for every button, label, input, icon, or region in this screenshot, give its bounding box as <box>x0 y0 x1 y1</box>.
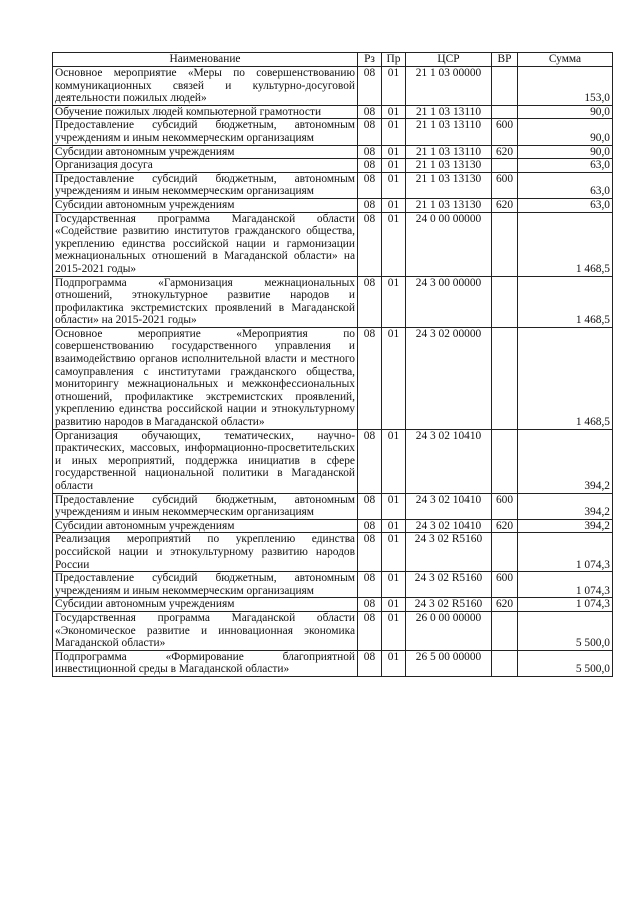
cell-name: Субсидии автономным учреждениям <box>53 198 358 212</box>
table-row <box>53 572 613 598</box>
cell-sum: 394,2 <box>518 493 613 519</box>
cell-csr: 24 3 02 R5160 <box>406 572 492 598</box>
cell-rz: 08 <box>358 533 382 572</box>
header-row <box>53 53 613 67</box>
cell-csr: 24 3 02 R5160 <box>406 598 492 612</box>
table-row <box>53 598 613 612</box>
cell-vr: 620 <box>492 198 518 212</box>
header-csr: ЦСР <box>406 53 492 67</box>
cell-rz: 08 <box>358 212 382 276</box>
cell-name: Предоставление субсидий бюджетным, автономным учреждениям и иным некоммерческим организациям <box>53 119 358 145</box>
cell-csr: 24 3 02 10410 <box>406 429 492 493</box>
cell-vr <box>492 611 518 650</box>
cell-pr: 01 <box>382 105 406 119</box>
table-row <box>53 119 613 145</box>
header-sum: Сумма <box>518 53 613 67</box>
table-row <box>53 159 613 173</box>
cell-name: Основное мероприятие «Меры по совершенствованию коммуникационных связей и культурно-досуговой деятельности пожилых людей» <box>53 67 358 106</box>
cell-vr <box>492 159 518 173</box>
cell-csr: 21 1 03 13130 <box>406 198 492 212</box>
table-row <box>53 276 613 327</box>
cell-pr: 01 <box>382 276 406 327</box>
table-row <box>53 493 613 519</box>
cell-name: Подпрограмма «Гармонизация межнациональных отношений, этнокультурное развитие народов и профилактика экстремистских проявлений в Магаданской области» на 2015-2021 годы» <box>53 276 358 327</box>
cell-name: Предоставление субсидий бюджетным, автономным учреждениям и иным некоммерческим организациям <box>53 572 358 598</box>
cell-pr: 01 <box>382 533 406 572</box>
cell-pr: 01 <box>382 650 406 676</box>
cell-name: Субсидии автономным учреждениям <box>53 145 358 159</box>
cell-vr <box>492 533 518 572</box>
cell-vr <box>492 212 518 276</box>
table-row <box>53 650 613 676</box>
cell-pr: 01 <box>382 159 406 173</box>
table-row <box>53 198 613 212</box>
cell-csr: 21 1 03 13130 <box>406 172 492 198</box>
table-row <box>53 611 613 650</box>
cell-csr: 21 1 03 00000 <box>406 67 492 106</box>
cell-pr: 01 <box>382 611 406 650</box>
cell-pr: 01 <box>382 172 406 198</box>
cell-csr: 21 1 03 13110 <box>406 119 492 145</box>
cell-vr <box>492 327 518 429</box>
cell-csr: 24 3 02 10410 <box>406 493 492 519</box>
cell-vr: 620 <box>492 598 518 612</box>
cell-rz: 08 <box>358 276 382 327</box>
cell-name: Субсидии автономным учреждениям <box>53 519 358 533</box>
cell-sum: 63,0 <box>518 159 613 173</box>
cell-sum: 394,2 <box>518 519 613 533</box>
cell-name: Предоставление субсидий бюджетным, автономным учреждениям и иным некоммерческим организациям <box>53 493 358 519</box>
cell-csr: 24 3 02 00000 <box>406 327 492 429</box>
cell-rz: 08 <box>358 650 382 676</box>
cell-rz: 08 <box>358 172 382 198</box>
cell-sum: 63,0 <box>518 172 613 198</box>
budget-table <box>52 52 613 677</box>
cell-sum: 1 468,5 <box>518 276 613 327</box>
cell-pr: 01 <box>382 429 406 493</box>
cell-pr: 01 <box>382 119 406 145</box>
cell-rz: 08 <box>358 611 382 650</box>
cell-pr: 01 <box>382 67 406 106</box>
cell-sum: 153,0 <box>518 67 613 106</box>
cell-pr: 01 <box>382 198 406 212</box>
cell-name: Организация досуга <box>53 159 358 173</box>
table-row <box>53 533 613 572</box>
cell-rz: 08 <box>358 159 382 173</box>
cell-csr: 21 1 03 13130 <box>406 159 492 173</box>
cell-vr <box>492 276 518 327</box>
cell-sum: 1 468,5 <box>518 327 613 429</box>
cell-name: Предоставление субсидий бюджетным, автономным учреждениям и иным некоммерческим организациям <box>53 172 358 198</box>
cell-rz: 08 <box>358 119 382 145</box>
table-row <box>53 67 613 106</box>
cell-pr: 01 <box>382 327 406 429</box>
cell-csr: 24 3 00 00000 <box>406 276 492 327</box>
cell-name: Подпрограмма «Формирование благоприятной инвестиционной среды в Магаданской области» <box>53 650 358 676</box>
cell-sum: 1 074,3 <box>518 572 613 598</box>
cell-pr: 01 <box>382 145 406 159</box>
table-row <box>53 212 613 276</box>
cell-csr: 21 1 03 13110 <box>406 105 492 119</box>
cell-pr: 01 <box>382 572 406 598</box>
cell-vr: 600 <box>492 572 518 598</box>
cell-name: Государственная программа Магаданской области «Экономическое развитие и инновационная экономика Магаданской области» <box>53 611 358 650</box>
cell-sum: 90,0 <box>518 145 613 159</box>
cell-name: Реализация мероприятий по укреплению единства российской нации и этнокультурному развитию народов России <box>53 533 358 572</box>
cell-vr: 600 <box>492 493 518 519</box>
cell-vr: 600 <box>492 172 518 198</box>
cell-rz: 08 <box>358 145 382 159</box>
cell-rz: 08 <box>358 572 382 598</box>
cell-vr <box>492 67 518 106</box>
cell-sum: 1 074,3 <box>518 533 613 572</box>
cell-rz: 08 <box>358 67 382 106</box>
cell-csr: 24 3 02 R5160 <box>406 533 492 572</box>
cell-sum: 63,0 <box>518 198 613 212</box>
cell-rz: 08 <box>358 198 382 212</box>
cell-vr <box>492 105 518 119</box>
cell-sum: 5 500,0 <box>518 611 613 650</box>
cell-pr: 01 <box>382 493 406 519</box>
cell-name: Основное мероприятие «Мероприятия по совершенствованию государственного управления и взаимодействию органов исполнительной власти и местного самоуправления с институтами гражданского общества, мониторингу межнациональных и межконфессиональных отношений, профилактике экстремистских проявлений, укреплению единства российской нации и этнокультурному развитию народов в Магаданской области» <box>53 327 358 429</box>
cell-csr: 21 1 03 13110 <box>406 145 492 159</box>
cell-rz: 08 <box>358 519 382 533</box>
header-rz: Рз <box>358 53 382 67</box>
cell-vr: 620 <box>492 145 518 159</box>
cell-vr <box>492 650 518 676</box>
cell-vr: 620 <box>492 519 518 533</box>
table-row <box>53 429 613 493</box>
header-pr: Пр <box>382 53 406 67</box>
table-row <box>53 105 613 119</box>
cell-pr: 01 <box>382 598 406 612</box>
cell-sum: 90,0 <box>518 105 613 119</box>
cell-pr: 01 <box>382 212 406 276</box>
table-body <box>53 67 613 677</box>
cell-csr: 24 3 02 10410 <box>406 519 492 533</box>
cell-name: Организация обучающих, тематических, научно-практических, массовых, информационно-просветительских и иных мероприятий, поддержка инициатив в сфере государственной национальной политики в Магаданской области <box>53 429 358 493</box>
header-name: Наименование <box>53 53 358 67</box>
cell-rz: 08 <box>358 105 382 119</box>
cell-rz: 08 <box>358 327 382 429</box>
table-row <box>53 145 613 159</box>
cell-pr: 01 <box>382 519 406 533</box>
cell-vr: 600 <box>492 119 518 145</box>
cell-csr: 26 0 00 00000 <box>406 611 492 650</box>
cell-rz: 08 <box>358 429 382 493</box>
table-row <box>53 172 613 198</box>
cell-name: Государственная программа Магаданской области «Содействие развитию институтов гражданского общества, укреплению единства российской нации и гармонизации межнациональных отношений в Магаданской области» на 2015-2021 годы» <box>53 212 358 276</box>
cell-csr: 26 5 00 00000 <box>406 650 492 676</box>
header-vr: ВР <box>492 53 518 67</box>
table-row <box>53 327 613 429</box>
cell-name: Субсидии автономным учреждениям <box>53 598 358 612</box>
cell-sum: 5 500,0 <box>518 650 613 676</box>
cell-csr: 24 0 00 00000 <box>406 212 492 276</box>
cell-sum: 90,0 <box>518 119 613 145</box>
cell-rz: 08 <box>358 598 382 612</box>
cell-sum: 1 468,5 <box>518 212 613 276</box>
cell-name: Обучение пожилых людей компьютерной грамотности <box>53 105 358 119</box>
cell-sum: 394,2 <box>518 429 613 493</box>
cell-vr <box>492 429 518 493</box>
cell-sum: 1 074,3 <box>518 598 613 612</box>
table-row <box>53 519 613 533</box>
cell-rz: 08 <box>358 493 382 519</box>
